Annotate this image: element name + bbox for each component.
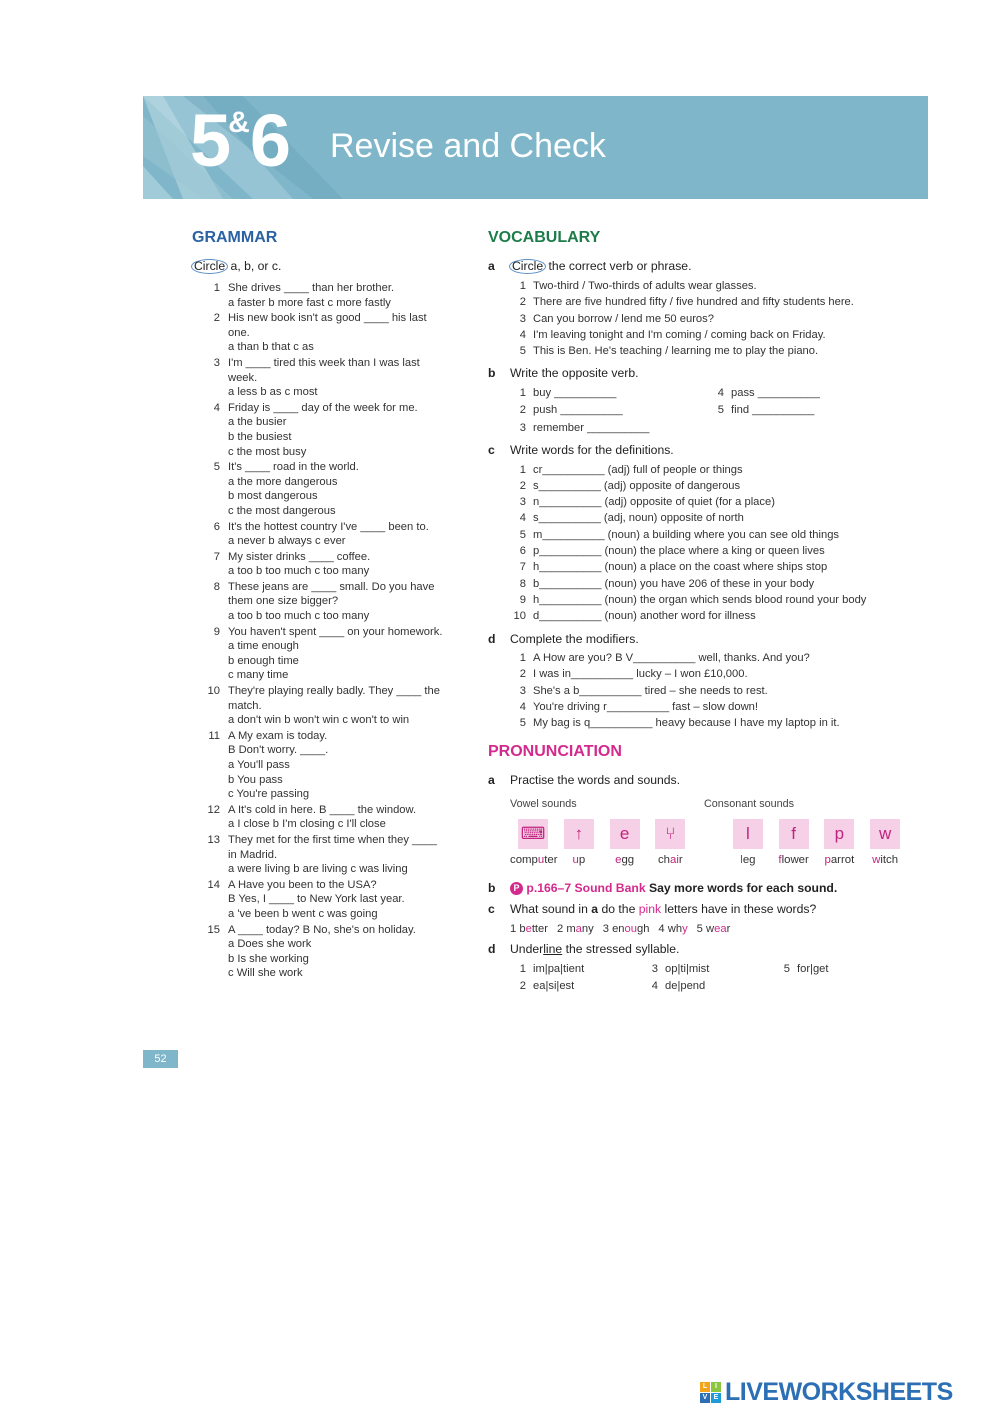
item-number: 4 — [651, 980, 658, 993]
question-line: them one size bigger? — [228, 595, 339, 608]
pron-d-words — [488, 962, 908, 996]
item-text: m__________ (noun) a building where you can see old things — [533, 528, 840, 541]
grammar-question — [192, 281, 467, 310]
item-text: for|get — [797, 962, 829, 975]
item-text: A How are you? B V__________ well, thanks. And you? — [533, 652, 810, 665]
witch-icon: w — [870, 819, 900, 849]
item-number: 10 — [513, 610, 526, 623]
sound-word: up — [572, 853, 586, 866]
question-line: a I close b I'm closing c I'll close — [228, 818, 386, 831]
vocab-a-item — [510, 295, 908, 311]
item-text: My bag is q__________ heavy because I have my laptop in it. — [533, 717, 840, 730]
question-text: It's ____ road in the world. — [228, 461, 359, 474]
sound-pictures-row — [488, 819, 908, 868]
grammar-question — [192, 460, 467, 518]
question-number: 11 — [208, 729, 220, 742]
sound-card — [647, 819, 693, 868]
question-number: 10 — [207, 685, 220, 698]
vocab-c-item — [510, 495, 908, 511]
item-text: cr__________ (adj) full of people or things — [533, 463, 743, 476]
page-number: 52 — [143, 1050, 178, 1068]
vocab-c-item — [510, 479, 908, 495]
item-number: 4 — [519, 701, 526, 714]
pron-c-row — [510, 922, 908, 937]
item-number: 3 — [651, 962, 658, 975]
item-text: h__________ (noun) a place on the coast where ships stop — [533, 561, 828, 574]
item-text: push __________ — [533, 404, 623, 417]
item-number: 7 — [519, 561, 526, 574]
up-arrow-icon: ↑ — [564, 819, 594, 849]
item-text: n__________ (adj) opposite of quiet (for a place) — [533, 496, 775, 509]
item-text: Can you borrow / lend me 50 euros? — [533, 312, 714, 325]
item-number: 1 — [519, 962, 526, 975]
question-text: She drives ____ than her brother. — [228, 282, 395, 294]
consonant-sounds-label: Consonant sounds — [704, 798, 795, 811]
grammar-question — [192, 833, 467, 877]
question-line: c You're passing — [228, 788, 310, 801]
question-text: I'm ____ tired this week than I was last — [228, 356, 420, 369]
pron-c-words — [488, 922, 908, 937]
item-number: 5 — [783, 962, 790, 975]
question-text: You haven't spent ____ on your homework. — [228, 625, 443, 638]
question-line: a faster b more fast c more fastly — [228, 296, 391, 309]
leg-icon: l — [733, 819, 763, 849]
item-text: ea|si|est — [533, 980, 575, 993]
right-column — [488, 229, 908, 995]
item-text: im|pa|tient — [533, 962, 585, 975]
item-number: 4 — [519, 328, 526, 341]
item-number: 5 — [696, 922, 703, 935]
question-text: A It's cold in here. B ____ the window. — [228, 803, 417, 816]
vocab-b-item — [708, 386, 858, 402]
item-number: 5 — [717, 404, 724, 417]
question-line: one. — [228, 326, 250, 339]
vocab-d-item — [510, 684, 908, 700]
sound-word: parrot — [824, 853, 855, 866]
sound-group-gap — [693, 819, 725, 868]
vocab-a-instruction: a Circle the correct verb or phrase. — [488, 259, 692, 273]
question-line: b most dangerous — [228, 490, 318, 503]
item-number: 3 — [519, 496, 526, 509]
question-number: 1 — [213, 282, 220, 294]
vocab-c-instruction: c Write words for the definitions. — [488, 442, 674, 457]
sound-word: egg — [615, 853, 635, 866]
question-line: c the most busy — [228, 445, 307, 458]
sound-word: witch — [872, 853, 899, 866]
item-number: 4 — [658, 922, 665, 935]
item-number: 6 — [519, 545, 526, 558]
sound-word: flower — [778, 853, 809, 866]
pron-d-item — [510, 962, 642, 978]
vocab-c-item — [510, 609, 908, 625]
item-text: She's a b__________ tired – she needs to rest. — [533, 684, 768, 697]
pron-c-word: 1 better — [510, 922, 548, 935]
vocab-b-item — [510, 421, 708, 437]
logo-letter: V — [700, 1393, 710, 1403]
egg-icon: e — [610, 819, 640, 849]
question-number: 12 — [207, 803, 220, 816]
vocab-c-item — [510, 511, 908, 527]
question-text: A ____ today? B No, she's on holiday. — [228, 923, 416, 936]
question-text: His new book isn't as good ____ his last — [228, 312, 427, 325]
vocab-a-item — [510, 344, 908, 360]
item-number: 5 — [519, 717, 526, 730]
pron-b-instruction: b P p.166–7 Sound Bank Say more words for each sound. — [488, 881, 838, 896]
pron-c-word: 4 why — [658, 922, 688, 935]
sound-bank-link[interactable]: p.166–7 Sound Bank — [526, 881, 646, 896]
question-line: B Yes, I ____ to New York last year. — [228, 893, 405, 906]
grammar-question — [192, 311, 467, 355]
question-line: match. — [228, 699, 262, 712]
p-badge-icon: P — [510, 882, 523, 895]
vocab-b-instruction: b Write the opposite verb. — [488, 366, 639, 381]
pron-d-instruction: d Underline the stressed syllable. — [488, 942, 680, 957]
question-line: in Madrid. — [228, 848, 278, 861]
question-text: These jeans are ____ small. Do you have — [228, 580, 435, 593]
item-number: 1 — [519, 652, 526, 665]
sound-card — [771, 819, 817, 868]
item-text: I'm leaving tonight and I'm coming / coming back on Friday. — [533, 328, 826, 341]
sound-word: computer — [510, 853, 558, 866]
item-text: buy __________ — [533, 387, 617, 400]
question-line: b You pass — [228, 773, 283, 786]
grammar-question — [192, 625, 467, 683]
sound-card — [725, 819, 771, 868]
computer-icon: ⌨ — [518, 819, 548, 849]
question-line: a You'll pass — [228, 759, 290, 771]
item-text: p__________ (noun) the place where a king or queen lives — [533, 545, 825, 558]
question-number: 13 — [207, 833, 220, 846]
pron-a-instruction: a Practise the words and sounds. — [488, 772, 681, 787]
question-number: 2 — [213, 312, 220, 325]
item-number: 2 — [519, 479, 526, 492]
question-line: a too b too much c too many — [228, 565, 370, 578]
question-line: a don't win b won't win c won't to win — [228, 714, 410, 727]
question-line: week. — [228, 371, 258, 384]
liveworksheets-logo-icon — [700, 1382, 722, 1404]
item-number: 1 — [519, 280, 526, 292]
vocab-c-item — [510, 577, 908, 593]
question-line: b enough time — [228, 654, 299, 667]
item-number: 9 — [519, 593, 526, 606]
question-line: a too b too much c too many — [228, 610, 370, 623]
item-text: pass __________ — [731, 387, 820, 400]
item-text: There are five hundred fifty / five hundred and fifty students here. — [533, 296, 854, 309]
vocab-d-item — [510, 716, 908, 732]
question-line: a Does she work — [228, 938, 312, 951]
question-number: 7 — [213, 550, 220, 563]
vocab-c-item — [510, 560, 908, 576]
grammar-section — [192, 229, 467, 981]
item-number: 2 — [519, 404, 526, 417]
vocab-c-item — [510, 463, 908, 479]
question-line: a less b as c most — [228, 386, 318, 399]
question-text: It's the hottest country I've ____ been to. — [228, 520, 429, 533]
vocab-a-item — [510, 279, 908, 295]
vocab-c-list — [488, 463, 908, 626]
item-number: 3 — [602, 922, 609, 935]
item-text: de|pend — [665, 980, 706, 993]
parrot-icon: p — [824, 819, 854, 849]
vocab-d-item — [510, 651, 908, 667]
grammar-heading: GRAMMAR — [192, 229, 278, 246]
item-number: 3 — [519, 421, 526, 434]
question-line: a the more dangerous — [228, 475, 338, 488]
question-number: 6 — [213, 520, 220, 533]
sound-card — [862, 819, 908, 868]
question-line: a than b that c as — [228, 341, 314, 354]
item-number: 3 — [519, 312, 526, 325]
question-line: a time enough — [228, 640, 299, 653]
item-number: 5 — [519, 528, 526, 541]
item-number: 8 — [519, 577, 526, 590]
item-number: 2 — [519, 296, 526, 309]
question-number: 5 — [213, 461, 220, 474]
item-number: 3 — [519, 684, 526, 697]
logo-letter: E — [711, 1393, 721, 1403]
question-number: 9 — [213, 625, 220, 638]
grammar-question — [192, 878, 467, 922]
logo-letter: L — [700, 1382, 710, 1392]
vocab-a-item — [510, 328, 908, 344]
vocab-d-list — [488, 651, 908, 732]
item-text: h__________ (noun) the organ which sends blood round your body — [533, 593, 867, 606]
pron-d-item — [774, 962, 894, 978]
sound-card — [602, 819, 648, 868]
flower-icon: f — [779, 819, 809, 849]
question-text: My sister drinks ____ coffee. — [228, 550, 371, 563]
pron-c-instruction: c What sound in a do the pink letters have in these words? — [488, 901, 817, 916]
question-number: 8 — [213, 580, 220, 593]
vocab-b-item — [510, 403, 708, 419]
vocab-d-item — [510, 667, 908, 683]
vocab-a-item — [510, 312, 908, 328]
item-text: s__________ (adj, noun) opposite of north — [533, 512, 744, 525]
vocab-b-list — [488, 386, 908, 437]
item-number: 5 — [519, 345, 526, 358]
vowel-sounds-label: Vowel sounds — [510, 798, 577, 811]
item-text: b__________ (noun) you have 206 of these in your body — [533, 577, 815, 590]
grammar-question — [192, 684, 467, 728]
vocab-c-item — [510, 544, 908, 560]
pron-d-item — [642, 979, 774, 995]
question-number: 15 — [207, 923, 220, 936]
logo-letter: I — [711, 1382, 721, 1392]
brand-text: LIVEWORKSHEETS — [725, 1378, 953, 1406]
pron-c-word: 2 many — [556, 922, 594, 935]
item-text: remember __________ — [533, 421, 650, 434]
question-line: c Will she work — [228, 967, 303, 980]
item-number: 1 — [519, 387, 526, 400]
chair-icon: ⑂ — [655, 819, 685, 849]
item-text: s__________ (adj) opposite of dangerous — [533, 479, 741, 492]
vocab-c-item — [510, 593, 908, 609]
grammar-question — [192, 803, 467, 832]
item-number: 4 — [519, 512, 526, 525]
vocab-b-item — [708, 403, 858, 419]
question-number: 3 — [213, 356, 220, 369]
sound-word: chair — [657, 853, 683, 866]
grammar-instruction: Circle a, b, or c. — [192, 259, 467, 274]
grammar-question — [192, 550, 467, 579]
item-text: find __________ — [731, 404, 815, 417]
grammar-question — [192, 923, 467, 981]
question-line: B Don't worry. ____. — [228, 744, 329, 757]
page-title: Revise and Check — [330, 127, 606, 165]
question-text: Friday is ____ day of the week for me. — [228, 401, 418, 414]
question-number: 14 — [207, 878, 220, 891]
item-number: 4 — [717, 387, 724, 400]
vocab-d-instruction: d Complete the modifiers. — [488, 631, 639, 646]
liveworksheets-brand — [700, 1378, 953, 1407]
question-line: c many time — [228, 669, 289, 682]
question-text: A Have you been to the USA? — [228, 878, 377, 891]
sound-card — [556, 819, 602, 868]
item-text: op|ti|mist — [665, 962, 710, 975]
sound-card — [816, 819, 862, 868]
grammar-question — [192, 401, 467, 459]
grammar-question — [192, 729, 467, 802]
question-line: b the busiest — [228, 430, 292, 443]
item-number: 1 — [510, 922, 517, 935]
unit-number: 5&6 — [190, 99, 288, 182]
sound-headings — [488, 797, 908, 812]
sound-card — [510, 819, 556, 868]
pron-c-word: 3 enough — [602, 922, 650, 935]
vocabulary-heading: VOCABULARY — [488, 229, 601, 246]
question-text: They're playing really badly. They ____ the — [228, 685, 440, 698]
question-number: 4 — [213, 401, 220, 414]
item-text: I was in__________ lucky – I won £10,000. — [533, 668, 748, 681]
grammar-question — [192, 356, 467, 400]
grammar-question-list — [192, 281, 467, 981]
item-number: 2 — [519, 980, 526, 993]
question-line: a were living b are living c was living — [228, 863, 408, 876]
question-line: b Is she working — [228, 952, 309, 965]
item-text: This is Ben. He's teaching / learning me to play the piano. — [533, 345, 819, 358]
item-text: d__________ (noun) another word for illness — [533, 610, 756, 623]
item-text: You're driving r__________ fast – slow down! — [533, 701, 758, 714]
question-line: c the most dangerous — [228, 504, 336, 517]
question-line: a never b always c ever — [228, 535, 346, 548]
pronunciation-heading: PRONUNCIATION — [488, 742, 622, 760]
pron-d-item — [642, 962, 774, 978]
item-number: 2 — [519, 668, 526, 681]
pron-c-word: 5 wear — [696, 922, 731, 935]
sound-word: leg — [740, 853, 756, 866]
item-number: 1 — [519, 463, 526, 476]
grammar-question — [192, 520, 467, 549]
question-text: They met for the first time when they ____ — [228, 833, 437, 846]
unit-banner — [143, 96, 928, 199]
vocab-b-item — [510, 386, 708, 402]
circle-word: Circle — [191, 259, 228, 274]
question-line: a the busier — [228, 416, 287, 429]
question-line: a 've been b went c was going — [228, 907, 378, 920]
circle-word: Circle — [509, 259, 546, 274]
item-text: Two-third / Two-thirds of adults wear glasses. — [533, 280, 757, 292]
grammar-question — [192, 580, 467, 624]
vocab-c-item — [510, 528, 908, 544]
vocab-a-list — [488, 279, 908, 360]
pron-d-item — [510, 979, 642, 995]
vocab-d-item — [510, 700, 908, 716]
question-text: A My exam is today. — [228, 729, 328, 742]
item-number: 2 — [556, 922, 564, 935]
